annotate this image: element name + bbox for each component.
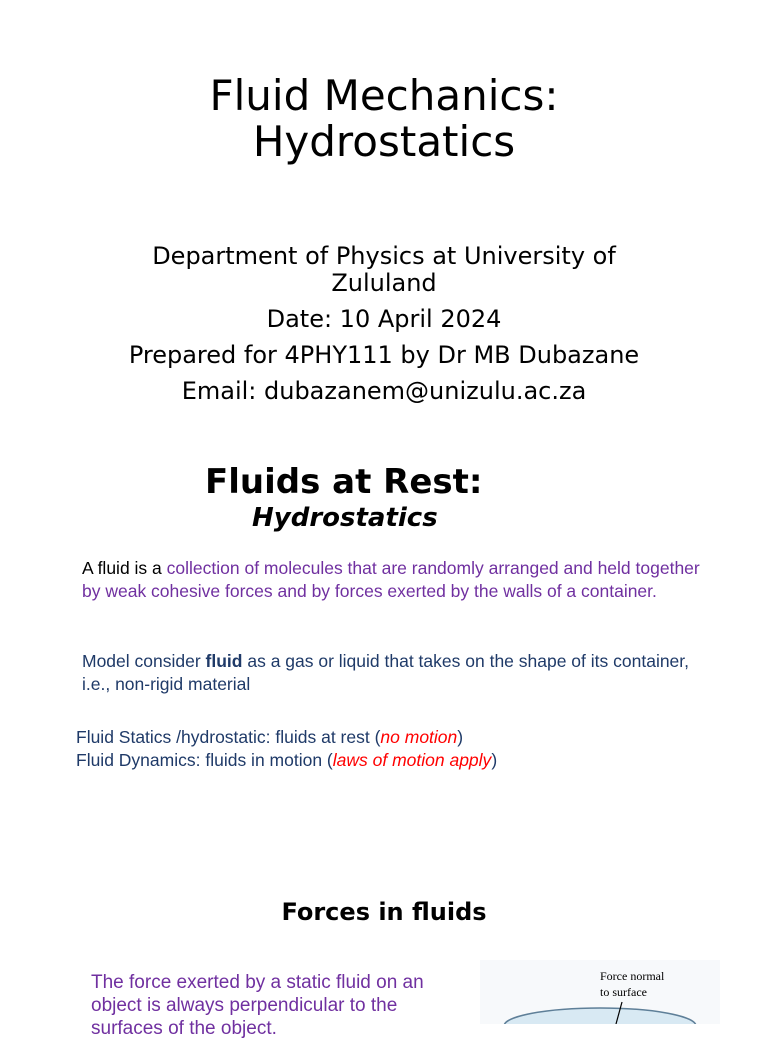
para1-highlight: collection of molecules that are randomly arranged and held together by weak cohesive forces and by forces exerted by the walls of a container.	[82, 558, 700, 601]
date-line: Date: 10 April 2024	[266, 305, 502, 333]
department-line-2: Zululand	[331, 269, 437, 297]
title-slide-title	[0, 73, 768, 165]
para2-prefix: Model consider	[82, 651, 206, 671]
para2-bold: fluid	[205, 651, 243, 671]
para2-suffix: as a gas or liquid that takes on the shape of its container, i.e., non-rigid material	[82, 651, 690, 694]
statics-suffix: )	[457, 727, 464, 747]
dynamics-emphasis: laws of motion apply	[332, 750, 492, 770]
force-description-paragraph: The force exerted by a static fluid on an object is always perpendicular to the surfaces of the object.	[91, 972, 424, 1039]
force-normal-figure	[480, 960, 720, 1024]
slide2-title: Fluids at Rest:	[205, 462, 483, 502]
title-slide-details	[0, 243, 768, 405]
fluid-model-paragraph	[82, 650, 702, 696]
fluid-definition-paragraph	[82, 557, 702, 603]
statics-emphasis: no motion	[380, 727, 458, 747]
department-line-1: Department of Physics at University of	[152, 242, 616, 270]
para1-prefix: A fluid is a	[82, 558, 167, 578]
statics-line	[76, 726, 497, 749]
title-line-2: Hydrostatics	[252, 117, 516, 166]
title-line-1: Fluid Mechanics:	[209, 71, 559, 120]
figure-label-line-1: Force normal	[600, 969, 665, 983]
dynamics-prefix: Fluid Dynamics: fluids in motion (	[76, 750, 333, 770]
dynamics-line	[76, 749, 497, 772]
figure-label-line-2: to surface	[600, 985, 647, 999]
statics-dynamics-list	[76, 726, 497, 772]
slide3-title: Forces in fluids	[281, 898, 487, 926]
dynamics-suffix: )	[491, 750, 498, 770]
email-line: Email: dubazanem@unizulu.ac.za	[181, 377, 587, 405]
statics-prefix: Fluid Statics /hydrostatic: fluids at rest (	[76, 727, 381, 747]
force-normal-diagram	[480, 960, 720, 1024]
slide2-subtitle: Hydrostatics	[252, 503, 438, 533]
prepared-line: Prepared for 4PHY111 by Dr MB Dubazane	[128, 341, 640, 369]
